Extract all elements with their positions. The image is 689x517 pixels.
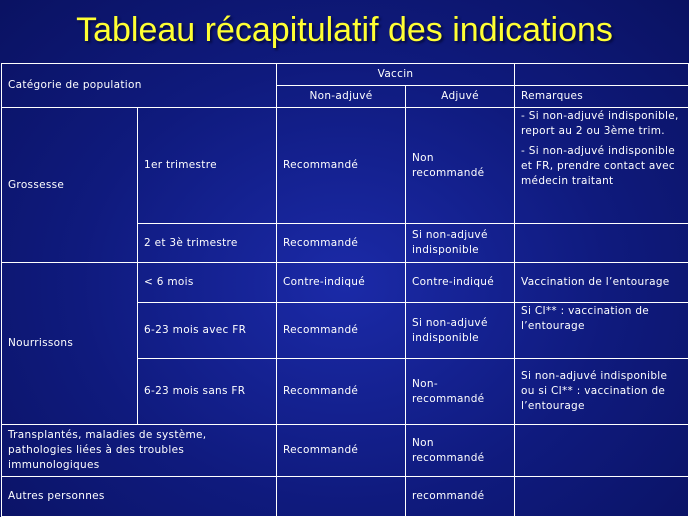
indications-table: [1, 63, 689, 517]
row-non-adjuve: Recommandé: [277, 108, 406, 224]
row-remarques: [515, 224, 689, 263]
row-remarques: [515, 425, 689, 477]
row-remarques: [515, 477, 689, 517]
header-remarques: Remarques: [515, 86, 689, 108]
row-non-adjuve: [277, 477, 406, 517]
table-row: [2, 477, 689, 517]
row-subcategory: 2 et 3è trimestre: [138, 224, 277, 263]
row-subcategory: 6-23 mois avec FR: [138, 303, 277, 359]
row-non-adjuve: Recommandé: [277, 359, 406, 425]
row-adjuve: Si non-adjuvé indisponible: [406, 224, 515, 263]
table-header-row: [2, 64, 689, 86]
row-adjuve: recommandé: [406, 477, 515, 517]
row-subcategory: 6-23 mois sans FR: [138, 359, 277, 425]
row-remarques: Vaccination de l’entourage: [515, 263, 689, 303]
header-category: Catégorie de population: [2, 64, 277, 108]
row-subcategory: < 6 mois: [138, 263, 277, 303]
header-vaccin: Vaccin: [277, 64, 515, 86]
header-empty-cell: [515, 64, 689, 86]
table-row: [2, 108, 689, 224]
row-remarques: [515, 108, 689, 224]
group-nourrissons: Nourrissons: [2, 263, 138, 425]
row-adjuve: Non-recommandé: [406, 359, 515, 425]
row-subcategory: 1er trimestre: [138, 108, 277, 224]
row-adjuve: Contre-indiqué: [406, 263, 515, 303]
header-non-adjuve: Non-adjuvé: [277, 86, 406, 108]
row-non-adjuve: Recommandé: [277, 425, 406, 477]
row-non-adjuve: Recommandé: [277, 224, 406, 263]
row-remarques: Si non-adjuvé indisponible ou si CI** : vaccination de l’entourage: [515, 359, 689, 425]
row-adjuve: Si non-adjuvé indisponible: [406, 303, 515, 359]
table-row: [2, 425, 689, 477]
header-adjuve: Adjuvé: [406, 86, 515, 108]
row-adjuve: Non recommandé: [406, 108, 515, 224]
remarque-line: - Si non-adjuvé indisponible, report au 2 ou 3ème trim.: [521, 110, 679, 137]
row-remarques: Si CI** : vaccination de l’entourage: [515, 303, 689, 359]
slide-title: Tableau récapitulatif des indications: [76, 11, 613, 49]
group-transplantes: Transplantés, maladies de système, pathologies liées à des troubles immunologiques: [2, 425, 277, 477]
remarque-line: - Si non-adjuvé indisponible et FR, prendre contact avec médecin traitant: [521, 145, 676, 187]
row-non-adjuve: Recommandé: [277, 303, 406, 359]
table-row: [2, 263, 689, 303]
group-grossesse: Grossesse: [2, 108, 138, 263]
row-non-adjuve: Contre-indiqué: [277, 263, 406, 303]
group-autres: Autres personnes: [2, 477, 277, 517]
row-adjuve: Non recommandé: [406, 425, 515, 477]
